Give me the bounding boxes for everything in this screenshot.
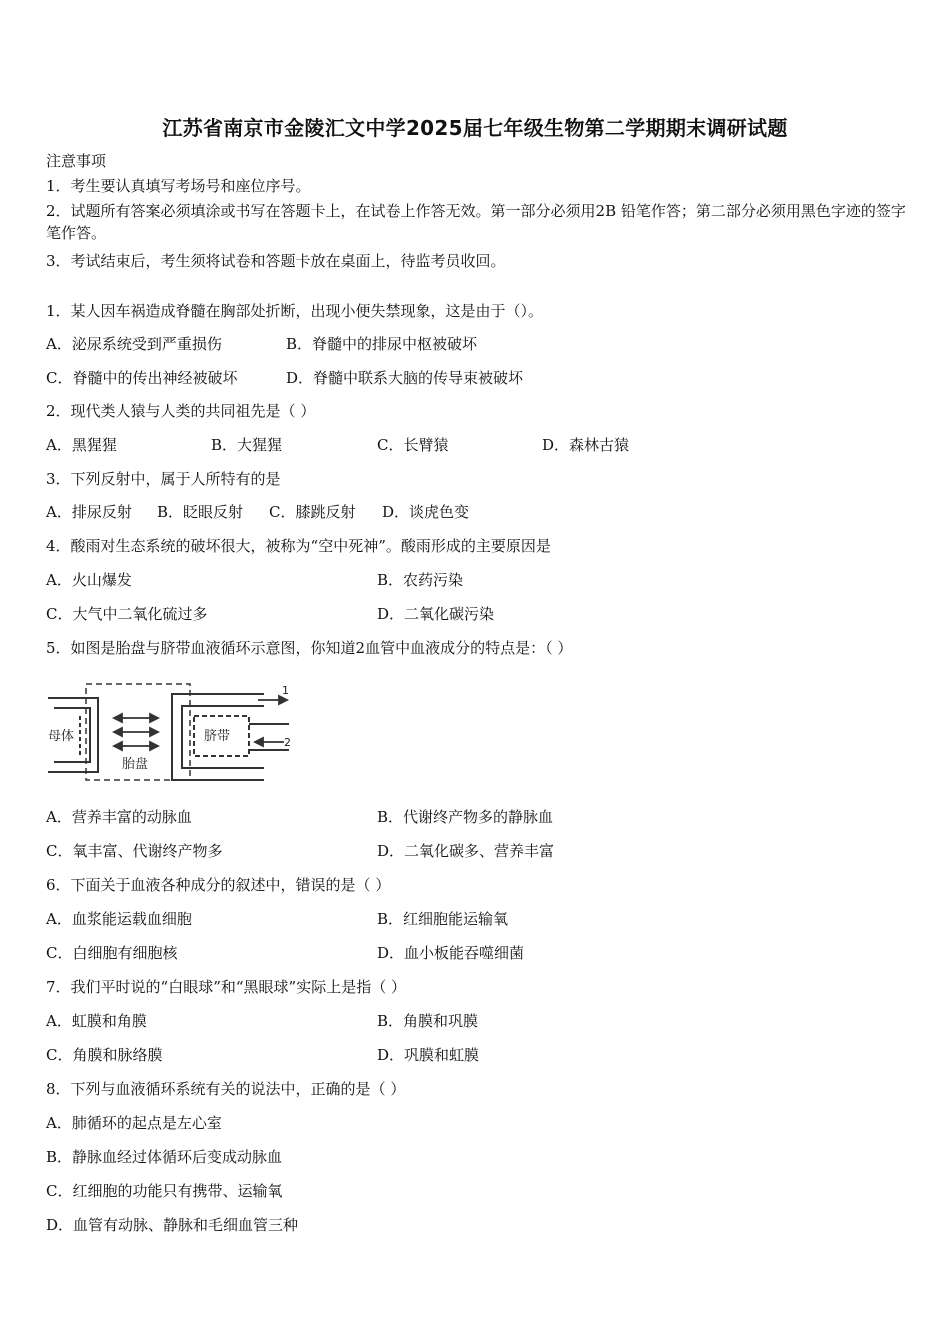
notice-item: 1．考生要认真填写考场号和座位序号。 bbox=[46, 177, 311, 195]
option: D．谈虎色变 bbox=[382, 503, 470, 521]
option: D．二氧化碳多、营养丰富 bbox=[377, 842, 555, 860]
option: D．血小板能吞噬细菌 bbox=[377, 944, 525, 962]
option: C．红细胞的功能只有携带、运输氧 bbox=[46, 1182, 283, 1200]
question-stem: 1．某人因车祸造成脊髓在胸部处折断，出现小便失禁现象，这是由于（）。 bbox=[46, 302, 544, 320]
option: A．火山爆发 bbox=[46, 571, 132, 589]
page-title: 江苏省南京市金陵汇文中学2025届七年级生物第二学期期末调研试题 bbox=[162, 116, 788, 140]
question-stem: 2．现代类人猿与人类的共同祖先是（ ） bbox=[46, 402, 316, 420]
vessel-1-label: 1 bbox=[282, 684, 289, 697]
question-stem: 6．下面关于血液各种成分的叙述中，错误的是（ ） bbox=[46, 876, 391, 894]
option: C．脊髓中的传出神经被破坏 bbox=[46, 369, 238, 387]
option: D．脊髓中联系大脑的传导束被破坏 bbox=[286, 369, 524, 387]
option: C．角膜和脉络膜 bbox=[46, 1046, 163, 1064]
option: B．眨眼反射 bbox=[157, 503, 244, 521]
option: A．虹膜和角膜 bbox=[46, 1012, 147, 1030]
option: A．泌尿系统受到严重损伤 bbox=[46, 335, 222, 353]
option: D．森林古猿 bbox=[542, 436, 630, 454]
option: A．肺循环的起点是左心室 bbox=[46, 1114, 222, 1132]
notice-item: 3．考试结束后，考生须将试卷和答题卡放在桌面上，待监考员收回。 bbox=[46, 252, 506, 270]
option: B．静脉血经过体循环后变成动脉血 bbox=[46, 1148, 283, 1166]
vessel-2-label: 2 bbox=[284, 736, 291, 749]
option: A．血浆能运载血细胞 bbox=[46, 910, 192, 928]
option: B．农药污染 bbox=[377, 571, 464, 589]
option: B．脊髓中的排尿中枢被破坏 bbox=[286, 335, 478, 353]
option: C．氧丰富、代谢终产物多 bbox=[46, 842, 223, 860]
question-stem: 5．如图是胎盘与脐带血液循环示意图，你知道2血管中血液成分的特点是：（ ） bbox=[46, 639, 573, 657]
option: B．代谢终产物多的静脉血 bbox=[377, 808, 554, 826]
option: D．二氧化碳污染 bbox=[377, 605, 495, 623]
option: D．巩膜和虹膜 bbox=[377, 1046, 480, 1064]
option: C．白细胞有细胞核 bbox=[46, 944, 178, 962]
option: C．长臂猿 bbox=[377, 436, 449, 454]
placenta-circulation-diagram bbox=[44, 676, 296, 794]
notice-item: 2．试题所有答案必须填涂或书写在答题卡上，在试卷上作答无效。第一部分必须用2B 铅笔作答；第二部分必须用黑色字迹的签字笔作答。 bbox=[46, 202, 906, 242]
option: C．膝跳反射 bbox=[269, 503, 356, 521]
option: B．大猩猩 bbox=[211, 436, 283, 454]
option: A．排尿反射 bbox=[46, 503, 132, 521]
cord-label: 脐带 bbox=[204, 729, 231, 744]
option: D．血管有动脉、静脉和毛细血管三种 bbox=[46, 1216, 299, 1234]
question-stem: 4．酸雨对生态系统的破坏很大，被称为“空中死神”。酸雨形成的主要原因是 bbox=[46, 537, 551, 555]
option: C．大气中二氧化硫过多 bbox=[46, 605, 208, 623]
question-stem: 3．下列反射中，属于人所特有的是 bbox=[46, 470, 281, 488]
placenta-label: 胎盘 bbox=[122, 757, 149, 772]
option: B．红细胞能运输氧 bbox=[377, 910, 509, 928]
option: B．角膜和巩膜 bbox=[377, 1012, 479, 1030]
option: A．黑猩猩 bbox=[46, 436, 117, 454]
option: A．营养丰富的动脉血 bbox=[46, 808, 192, 826]
mother-label: 母体 bbox=[48, 729, 75, 744]
question-stem: 7．我们平时说的“白眼球”和“黑眼球”实际上是指（ ） bbox=[46, 978, 406, 996]
notice-heading: 注意事项 bbox=[46, 152, 107, 170]
question-stem: 8．下列与血液循环系统有关的说法中，正确的是（ ） bbox=[46, 1080, 406, 1098]
